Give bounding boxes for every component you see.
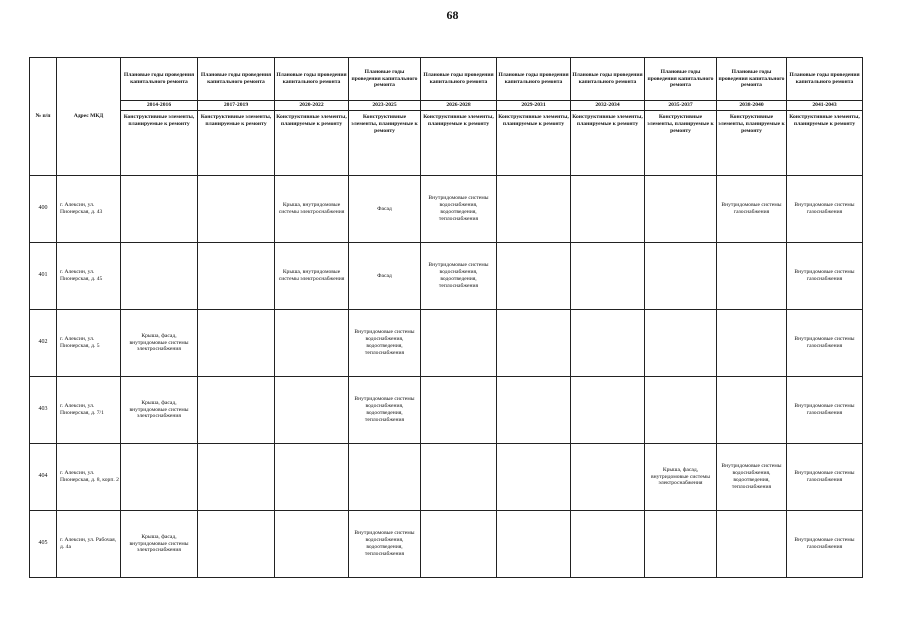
repair-cell: Внутридомовые системы водоснабжения, водоотведения, теплоснабжения (421, 243, 497, 310)
repair-cell (645, 176, 717, 243)
header-years: 2023-2025 (349, 101, 421, 111)
header-period-title: Плановые годы проведения капитального ремонта (645, 58, 717, 101)
header-years: 2029-2031 (497, 101, 571, 111)
header-years: 2032-2034 (571, 101, 645, 111)
repair-cell (349, 444, 421, 511)
header-period-title: Плановые годы проведения капитального ремонта (121, 58, 198, 101)
repair-cell: Внутридомовые системы водоснабжения, водоотведения, теплоснабжения (717, 444, 787, 511)
header-period-title: Плановые годы проведения капитального ремонта (717, 58, 787, 101)
header-period-title: Плановые годы проведения капитального ремонта (349, 58, 421, 101)
repair-cell (571, 310, 645, 377)
repair-cell: Внутридомовые системы газоснабжения (717, 176, 787, 243)
repair-cell (421, 444, 497, 511)
header-years: 2014-2016 (121, 101, 198, 111)
repair-cell (198, 444, 275, 511)
repair-cell (571, 176, 645, 243)
repair-cell (198, 176, 275, 243)
row-address: г. Алексин, ул. Пионерская, д. 8, корп. 2 (57, 444, 121, 511)
header-period-title: Плановые годы проведения капитального ремонта (571, 58, 645, 101)
repair-cell (497, 444, 571, 511)
repair-cell (571, 511, 645, 578)
header-elements: Конструктивные элементы, планируемые к ремонту (275, 111, 349, 176)
repair-cell (198, 511, 275, 578)
repair-cell: Крыша, фасад, внутридомовые системы электроснабжения (645, 444, 717, 511)
header-years: 2026-2028 (421, 101, 497, 111)
repair-cell: Внутридомовые системы водоснабжения, водоотведения, теплоснабжения (349, 310, 421, 377)
row-address: г. Алексин, ул. Пионерская, д. 43 (57, 176, 121, 243)
header-elements: Конструктивные элементы, планируемые к ремонту (787, 111, 863, 176)
header-period-title: Плановые годы проведения капитального ремонта (421, 58, 497, 101)
repair-cell (121, 444, 198, 511)
header-elements: Конструктивные элементы, планируемые к ремонту (497, 111, 571, 176)
header-elements: Конструктивные элементы, планируемые к ремонту (421, 111, 497, 176)
repair-cell (421, 310, 497, 377)
header-period-title: Плановые годы проведения капитального ремонта (198, 58, 275, 101)
repair-cell: Внутридомовые системы газоснабжения (787, 243, 863, 310)
table-row (30, 377, 863, 444)
header-elements: Конструктивные элементы, планируемые к ремонту (121, 111, 198, 176)
table-header (30, 58, 863, 176)
repair-cell: Внутридомовые системы газоснабжения (787, 310, 863, 377)
repair-cell (421, 511, 497, 578)
repair-cell (497, 176, 571, 243)
repair-cell (121, 243, 198, 310)
table-row (30, 310, 863, 377)
row-number: 403 (30, 377, 57, 444)
table-row (30, 176, 863, 243)
repair-cell: Фасад (349, 243, 421, 310)
table-row (30, 243, 863, 310)
row-address: г. Алексин, ул. Пионерская, д. 7/1 (57, 377, 121, 444)
header-num: № п/п (30, 58, 57, 176)
header-elements: Конструктивные элементы, планируемые к ремонту (198, 111, 275, 176)
header-period-title: Плановые годы проведения капитального ремонта (787, 58, 863, 101)
header-years: 2038-2040 (717, 101, 787, 111)
repair-cell (275, 310, 349, 377)
repair-cell (717, 377, 787, 444)
header-elements: Конструктивные элементы, планируемые к ремонту (645, 111, 717, 176)
header-elements: Конструктивные элементы, планируемые к ремонту (717, 111, 787, 176)
repair-cell: Крыша, внутридомовые системы электроснабжения (275, 176, 349, 243)
repair-cell: Внутридомовые системы газоснабжения (787, 377, 863, 444)
repair-cell (571, 243, 645, 310)
row-address: г. Алексин, ул. Пионерская, д. 5 (57, 310, 121, 377)
repair-cell: Внутридомовые системы водоснабжения, водоотведения, теплоснабжения (349, 511, 421, 578)
row-number: 401 (30, 243, 57, 310)
table-body (30, 176, 863, 578)
header-elements: Конструктивные элементы, планируемые к ремонту (349, 111, 421, 176)
row-address: г. Алексин, ул. Пионерская, д. 45 (57, 243, 121, 310)
header-period-title: Плановые годы проведения капитального ремонта (275, 58, 349, 101)
header-years: 2020-2022 (275, 101, 349, 111)
repair-cell (121, 176, 198, 243)
repair-cell: Внутридомовые системы газоснабжения (787, 176, 863, 243)
repair-cell: Внутридомовые системы газоснабжения (787, 444, 863, 511)
row-number: 404 (30, 444, 57, 511)
header-address: Адрес МКД (57, 58, 121, 176)
repair-cell (275, 377, 349, 444)
repair-cell (198, 310, 275, 377)
header-period-title: Плановые годы проведения капитального ремонта (497, 58, 571, 101)
repair-cell (717, 511, 787, 578)
page-number: 68 (446, 8, 459, 22)
repair-cell (717, 310, 787, 377)
repair-cell (275, 444, 349, 511)
repair-cell: Внутридомовые системы газоснабжения (787, 511, 863, 578)
repair-cell: Фасад (349, 176, 421, 243)
repair-cell (421, 377, 497, 444)
repair-cell (645, 243, 717, 310)
repair-cell: Крыша, фасад, внутридомовые системы электроснабжения (121, 310, 198, 377)
repair-cell (645, 377, 717, 444)
repair-cell (571, 377, 645, 444)
repair-cell (497, 377, 571, 444)
repair-cell (497, 310, 571, 377)
repair-cell: Крыша, внутридомовые системы электроснабжения (275, 243, 349, 310)
row-number: 405 (30, 511, 57, 578)
repair-cell (645, 511, 717, 578)
repair-cell: Крыша, фасад, внутридомовые системы электроснабжения (121, 377, 198, 444)
header-period-row (30, 58, 863, 101)
capital-repair-plan-table (29, 57, 863, 578)
row-number: 400 (30, 176, 57, 243)
repair-cell (198, 377, 275, 444)
header-years: 2035-2037 (645, 101, 717, 111)
repair-cell (571, 444, 645, 511)
table-row (30, 444, 863, 511)
row-address: г. Алексин, ул. Рабочая, д. 4а (57, 511, 121, 578)
repair-cell (198, 243, 275, 310)
repair-cell: Крыша, фасад, внутридомовые системы электроснабжения (121, 511, 198, 578)
repair-cell (275, 511, 349, 578)
repair-cell: Внутридомовые системы водоснабжения, водоотведения, теплоснабжения (349, 377, 421, 444)
repair-cell: Внутридомовые системы водоснабжения, водоотведения, теплоснабжения (421, 176, 497, 243)
repair-cell (497, 243, 571, 310)
header-elements: Конструктивные элементы, планируемые к ремонту (571, 111, 645, 176)
table-row (30, 511, 863, 578)
header-years: 2017-2019 (198, 101, 275, 111)
header-years: 2041-2043 (787, 101, 863, 111)
repair-cell (717, 243, 787, 310)
header-elements-row (30, 111, 863, 176)
row-number: 402 (30, 310, 57, 377)
header-years-row (30, 101, 863, 111)
repair-cell (645, 310, 717, 377)
repair-cell (497, 511, 571, 578)
